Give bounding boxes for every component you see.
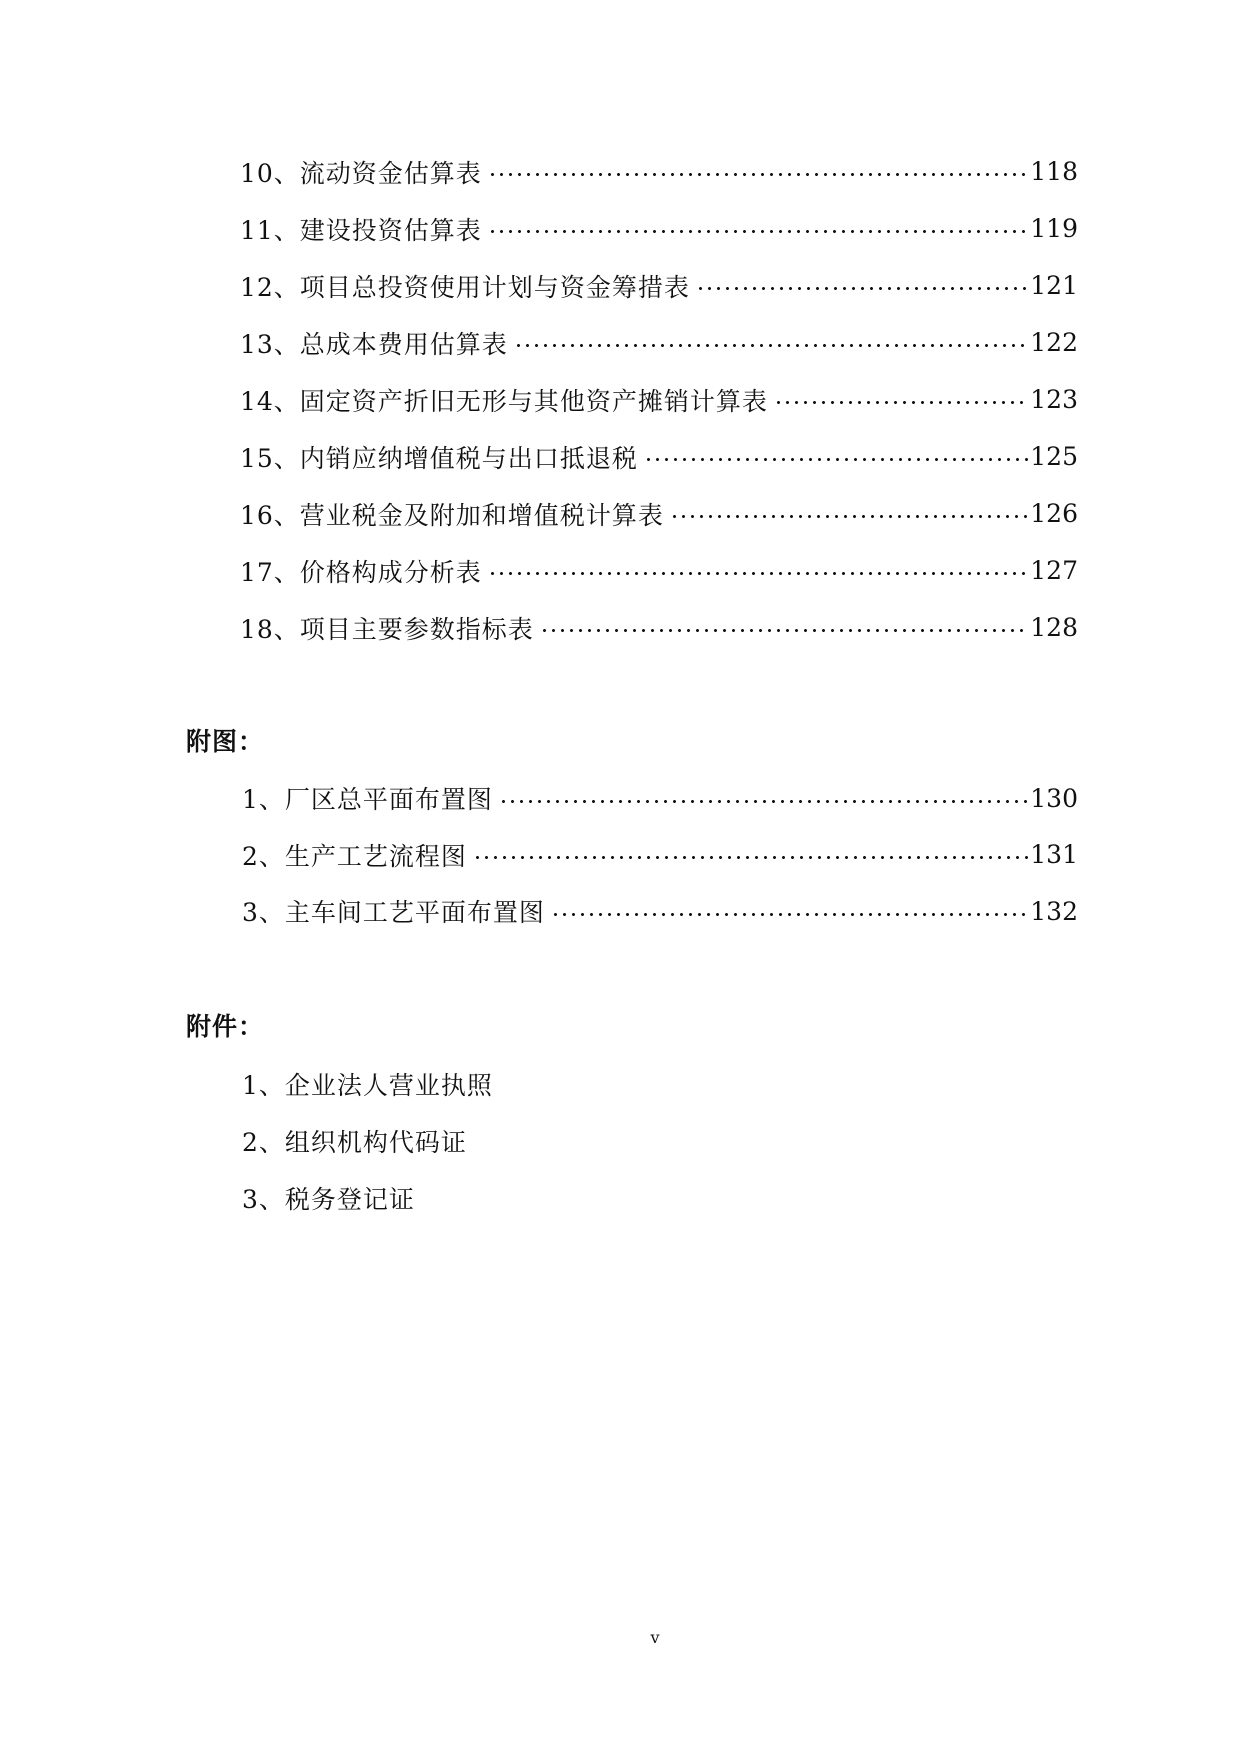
attachment-label: 2、组织机构代码证	[242, 1127, 467, 1157]
attachments-list	[242, 1055, 842, 1226]
toc-entry-label: 12、项目总投资使用计划与资金筹措表	[240, 272, 690, 302]
toc-entry-label: 17、价格构成分析表	[240, 557, 482, 587]
dot-leader	[644, 457, 1028, 462]
toc-tables-list	[240, 143, 1078, 656]
attachments-heading: 附件：	[186, 1012, 265, 1041]
toc-entry-page: 123	[1030, 385, 1078, 414]
toc-entry-label: 14、固定资产折旧无形与其他资产摊销计算表	[240, 386, 768, 416]
toc-entry-label: 13、总成本费用估算表	[240, 329, 508, 359]
toc-entry-label: 10、流动资金估算表	[240, 158, 482, 188]
toc-entry[interactable]	[240, 599, 1078, 656]
attachment-label: 1、企业法人营业执照	[242, 1070, 493, 1100]
toc-entry-label: 18、项目主要参数指标表	[240, 614, 534, 644]
attachment-item	[242, 1169, 842, 1226]
toc-entry[interactable]	[242, 883, 1078, 940]
dot-leader	[696, 286, 1028, 291]
attachment-label: 3、税务登记证	[242, 1184, 415, 1214]
toc-entry[interactable]	[240, 143, 1078, 200]
dot-leader	[774, 400, 1028, 405]
dot-leader	[540, 628, 1028, 633]
dot-leader	[551, 912, 1028, 917]
toc-entry-page: 130	[1030, 783, 1078, 813]
dot-leader	[473, 855, 1028, 860]
toc-entry-label: 1、厂区总平面布置图	[242, 785, 493, 815]
toc-entry[interactable]	[240, 485, 1078, 542]
toc-entry[interactable]	[240, 371, 1078, 428]
dot-leader	[499, 799, 1028, 804]
dot-leader	[670, 514, 1028, 519]
toc-entry[interactable]	[240, 542, 1078, 599]
toc-entry-page: 118	[1030, 157, 1078, 186]
dot-leader	[514, 343, 1028, 348]
attachment-item	[242, 1112, 842, 1169]
dot-leader	[488, 172, 1028, 177]
toc-entry-page: 131	[1030, 840, 1078, 870]
toc-entry-page: 126	[1030, 499, 1078, 528]
toc-entry-label: 3、主车间工艺平面布置图	[242, 898, 545, 928]
toc-entry-page: 125	[1030, 442, 1078, 471]
toc-entry-label: 11、建设投资估算表	[240, 215, 482, 245]
dot-leader	[488, 229, 1028, 234]
toc-entry[interactable]	[242, 827, 1078, 884]
toc-entry-page: 132	[1030, 896, 1078, 926]
toc-entry-page: 119	[1030, 214, 1078, 243]
toc-entry-page: 122	[1030, 328, 1078, 357]
toc-entry-page: 121	[1030, 271, 1078, 300]
toc-entry[interactable]	[240, 314, 1078, 371]
toc-entry-label: 2、生产工艺流程图	[242, 841, 467, 871]
toc-entry-label: 15、内销应纳增值税与出口抵退税	[240, 443, 638, 473]
toc-entry-page: 128	[1030, 613, 1078, 642]
toc-entry[interactable]	[240, 428, 1078, 485]
toc-figures-list	[242, 770, 1078, 940]
attachment-item	[242, 1055, 842, 1112]
toc-entry[interactable]	[242, 770, 1078, 827]
toc-entry-label: 16、营业税金及附加和增值税计算表	[240, 500, 664, 530]
toc-entry[interactable]	[240, 200, 1078, 257]
toc-entry-page: 127	[1030, 556, 1078, 585]
figures-heading: 附图：	[186, 727, 265, 756]
page-number: v	[650, 1628, 660, 1647]
toc-entry[interactable]	[240, 257, 1078, 314]
dot-leader	[488, 571, 1028, 576]
